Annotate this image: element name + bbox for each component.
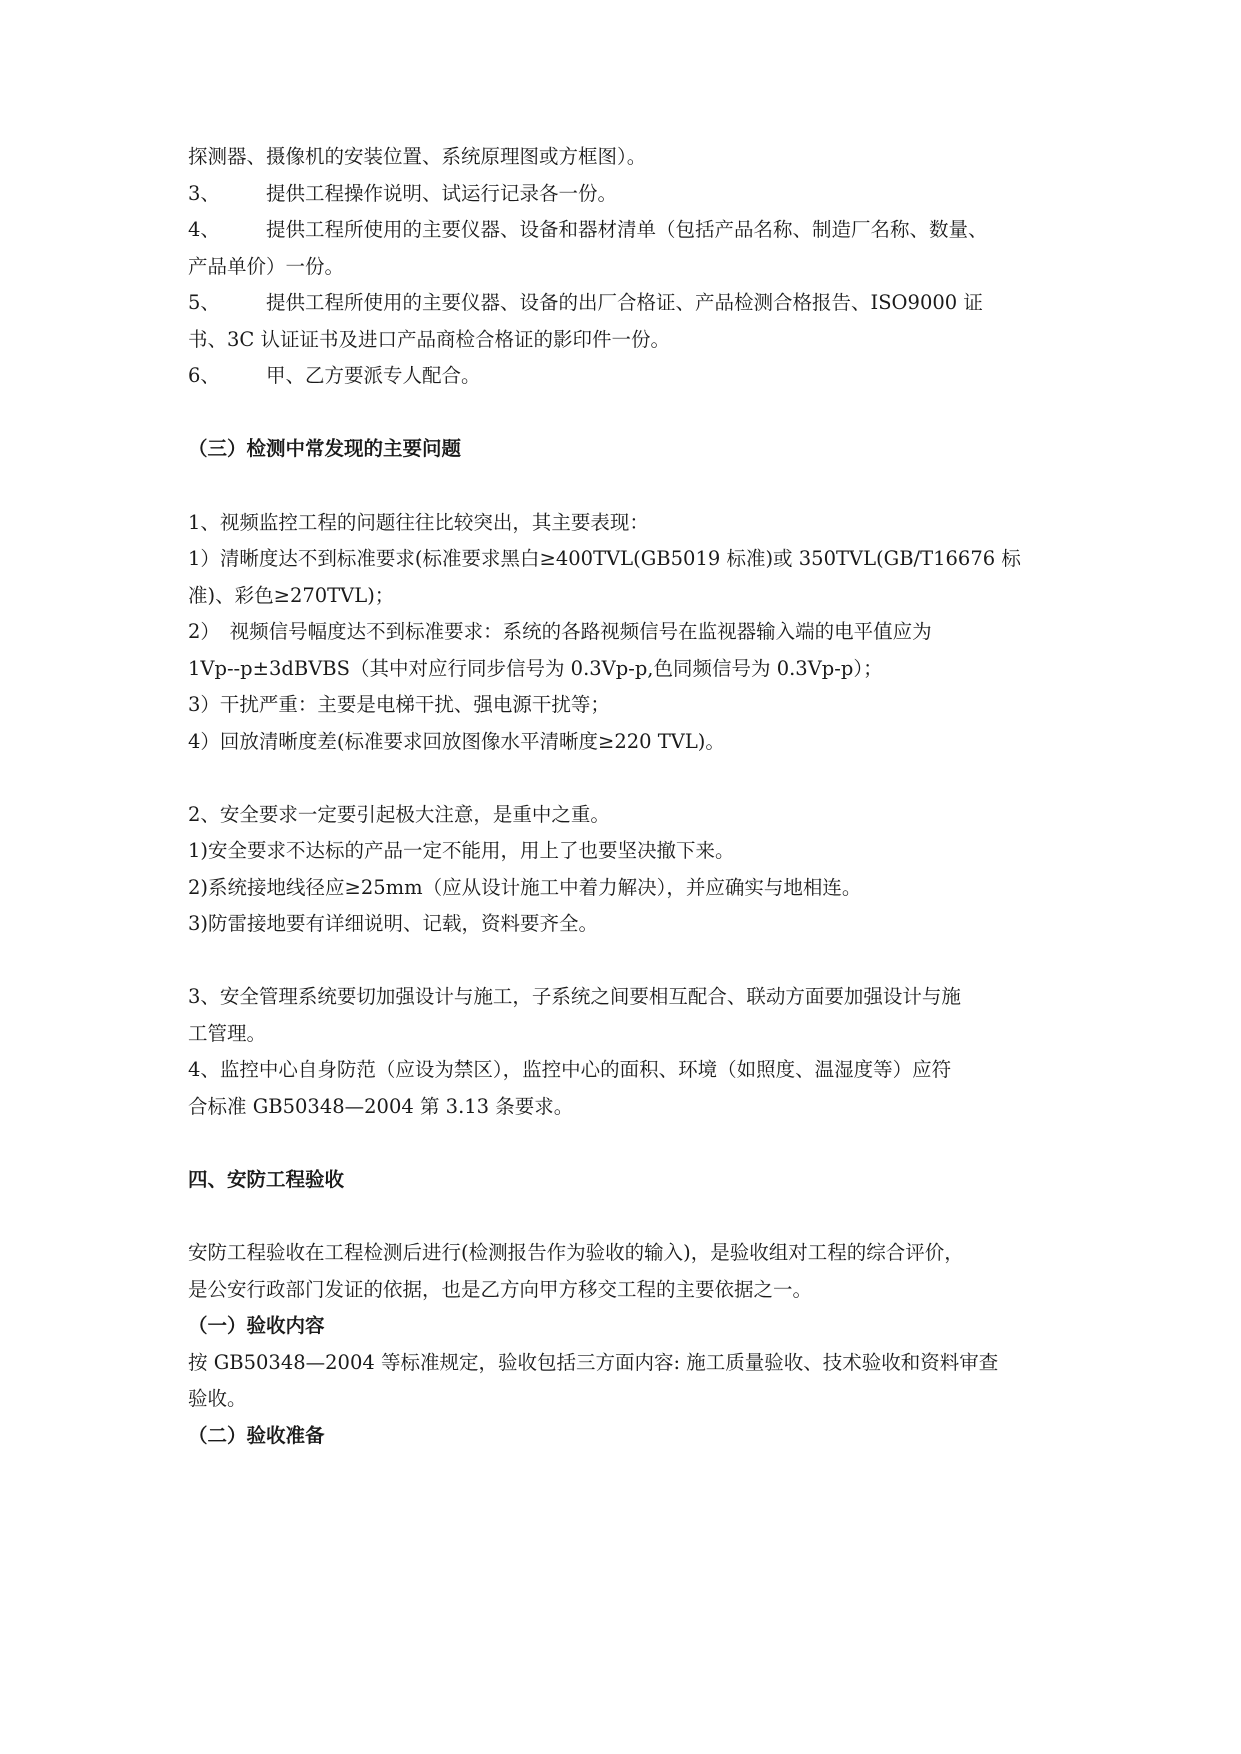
subsection-heading: （二）验收准备 bbox=[188, 1424, 325, 1447]
paragraph-line: 准)、彩色≥270TVL)； bbox=[188, 584, 395, 607]
list-number: 3、 bbox=[188, 182, 220, 205]
list-item-3 bbox=[188, 180, 1068, 208]
list-item-5 bbox=[188, 289, 1068, 317]
paragraph-line: 书、3C 认证证书及进口产品商检合格证的影印件一份。 bbox=[188, 328, 671, 351]
paragraph-line: 探测器、摄像机的安装位置、系统原理图或方框图）。 bbox=[188, 145, 647, 168]
paragraph-line: 3、安全管理系统要切加强设计与施工，子系统之间要相互配合、联动方面要加强设计与施 bbox=[188, 985, 961, 1008]
list-number: 4、 bbox=[188, 218, 220, 241]
paragraph-line: 3）干扰严重：主要是电梯干扰、强电源干扰等； bbox=[188, 693, 610, 716]
paragraph-line: 验收。 bbox=[188, 1387, 247, 1410]
section-heading: （三）检测中常发现的主要问题 bbox=[188, 437, 462, 460]
paragraph-line: 合标准 GB50348—2004 第 3.13 条要求。 bbox=[188, 1095, 574, 1118]
list-item-4 bbox=[188, 216, 1068, 244]
paragraph-line: 4）回放清晰度差(标准要求回放图像水平清晰度≥220 TVL)。 bbox=[188, 730, 725, 753]
paragraph-line: 2、安全要求一定要引起极大注意，是重中之重。 bbox=[188, 803, 610, 826]
paragraph-line: 4、监控中心自身防范（应设为禁区），监控中心的面积、环境（如照度、温湿度等）应符 bbox=[188, 1058, 952, 1081]
paragraph-line: 3)防雷接地要有详细说明、记载，资料要齐全。 bbox=[188, 912, 599, 935]
section-heading: 四、安防工程验收 bbox=[188, 1168, 345, 1191]
list-item-text: 提供工程操作说明、试运行记录各一份。 bbox=[266, 182, 618, 205]
list-number: 6、 bbox=[188, 364, 220, 387]
subsection-heading: （一）验收内容 bbox=[188, 1314, 325, 1337]
paragraph-line: 1）清晰度达不到标准要求(标准要求黑白≥400TVL(GB5019 标准)或 350TVL(GB/T16676 标 bbox=[188, 547, 1021, 570]
paragraph-line: 安防工程验收在工程检测后进行(检测报告作为验收的输入)，是验收组对工程的综合评价， bbox=[188, 1241, 964, 1264]
paragraph-line: 1、视频监控工程的问题往往比较突出，其主要表现： bbox=[188, 511, 649, 534]
paragraph-line: 2） 视频信号幅度达不到标准要求：系统的各路视频信号在监视器输入端的电平值应为 bbox=[188, 620, 932, 643]
paragraph-line: 产品单价）一份。 bbox=[188, 255, 345, 278]
list-item-6 bbox=[188, 362, 1068, 390]
list-item-text: 提供工程所使用的主要仪器、设备的出厂合格证、产品检测合格报告、ISO9000 证 bbox=[266, 291, 983, 314]
paragraph-line: 2)系统接地线径应≥25mm（应从设计施工中着力解决），并应确实与地相连。 bbox=[188, 876, 862, 899]
paragraph-line: 按 GB50348—2004 等标准规定，验收包括三方面内容: 施工质量验收、技术验收和资料审查 bbox=[188, 1351, 999, 1374]
list-number: 5、 bbox=[188, 291, 220, 314]
paragraph-line: 1)安全要求不达标的产品一定不能用，用上了也要坚决撤下来。 bbox=[188, 839, 735, 862]
paragraph-line: 是公安行政部门发证的依据，也是乙方向甲方移交工程的主要依据之一。 bbox=[188, 1278, 813, 1301]
list-item-text: 甲、乙方要派专人配合。 bbox=[266, 364, 481, 387]
paragraph-line: 1Vp--p±3dBVBS（其中对应行同步信号为 0.3Vp-p,色同频信号为 0.3Vp-p）； bbox=[188, 657, 883, 680]
paragraph-line: 工管理。 bbox=[188, 1022, 267, 1045]
list-item-text: 提供工程所使用的主要仪器、设备和器材清单（包括产品名称、制造厂名称、数量、 bbox=[266, 218, 988, 241]
